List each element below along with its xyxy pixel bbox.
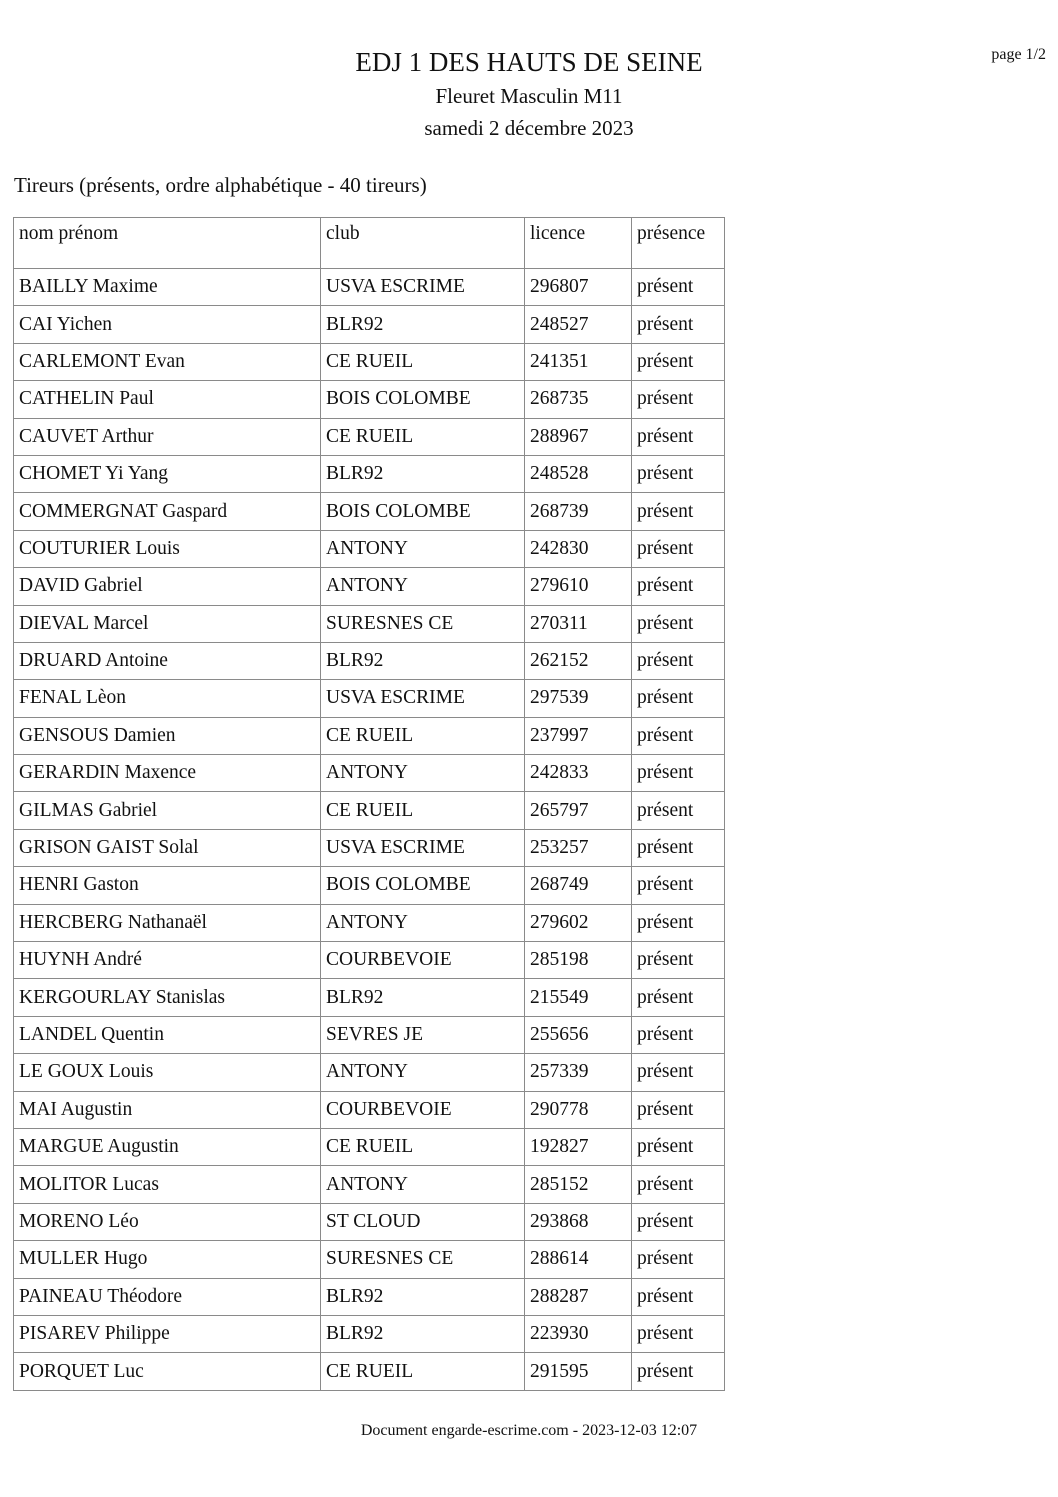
cell-name: CARLEMONT Evan [14,343,321,380]
column-header-club: club [321,218,525,269]
table-row [14,568,725,605]
table-row [14,792,725,829]
cell-club: ANTONY [321,1166,525,1203]
table-row [14,418,725,455]
cell-club: COURBEVOIE [321,1091,525,1128]
cell-club: SURESNES CE [321,1241,525,1278]
cell-name: GRISON GAIST Solal [14,829,321,866]
table-row [14,1278,725,1315]
cell-licence: 257339 [525,1054,632,1091]
cell-licence: 268749 [525,867,632,904]
cell-licence: 279610 [525,568,632,605]
cell-name: GERARDIN Maxence [14,755,321,792]
table-row [14,1203,725,1240]
table-row [14,680,725,717]
table-row [14,269,725,306]
cell-licence: 265797 [525,792,632,829]
cell-name: CAI Yichen [14,306,321,343]
cell-club: USVA ESCRIME [321,269,525,306]
cell-name: DAVID Gabriel [14,568,321,605]
cell-name: MARGUE Augustin [14,1128,321,1165]
cell-licence: 215549 [525,979,632,1016]
cell-presence: présent [632,755,725,792]
cell-presence: présent [632,979,725,1016]
cell-club: CE RUEIL [321,717,525,754]
document-header [0,44,1058,144]
cell-club: ANTONY [321,904,525,941]
fencers-table [13,217,725,1391]
cell-name: COUTURIER Louis [14,530,321,567]
cell-presence: présent [632,1315,725,1352]
table-row [14,717,725,754]
table-row [14,1241,725,1278]
cell-licence: 279602 [525,904,632,941]
cell-club: COURBEVOIE [321,942,525,979]
cell-presence: présent [632,269,725,306]
table-row [14,605,725,642]
cell-presence: présent [632,343,725,380]
cell-presence: présent [632,1278,725,1315]
cell-presence: présent [632,493,725,530]
cell-name: MAI Augustin [14,1091,321,1128]
cell-club: BLR92 [321,979,525,1016]
cell-club: ANTONY [321,530,525,567]
cell-name: LE GOUX Louis [14,1054,321,1091]
cell-club: USVA ESCRIME [321,680,525,717]
cell-name: GENSOUS Damien [14,717,321,754]
cell-club: SEVRES JE [321,1016,525,1053]
cell-licence: 242833 [525,755,632,792]
cell-licence: 241351 [525,343,632,380]
table-row [14,1016,725,1053]
cell-licence: 237997 [525,717,632,754]
cell-club: ST CLOUD [321,1203,525,1240]
cell-licence: 293868 [525,1203,632,1240]
cell-presence: présent [632,904,725,941]
cell-presence: présent [632,1016,725,1053]
cell-club: SURESNES CE [321,605,525,642]
cell-presence: présent [632,792,725,829]
table-row [14,306,725,343]
table-row [14,381,725,418]
cell-name: PISAREV Philippe [14,1315,321,1352]
table-row [14,1166,725,1203]
page-number: page 1/2 [991,46,1046,63]
cell-presence: présent [632,942,725,979]
cell-club: BOIS COLOMBE [321,493,525,530]
cell-licence: 255656 [525,1016,632,1053]
cell-licence: 297539 [525,680,632,717]
cell-presence: présent [632,1166,725,1203]
cell-name: LANDEL Quentin [14,1016,321,1053]
cell-licence: 288967 [525,418,632,455]
cell-licence: 242830 [525,530,632,567]
cell-presence: présent [632,455,725,492]
cell-licence: 285152 [525,1166,632,1203]
cell-name: MULLER Hugo [14,1241,321,1278]
cell-name: HERCBERG Nathanaël [14,904,321,941]
cell-club: BOIS COLOMBE [321,381,525,418]
table-row [14,1054,725,1091]
cell-name: PAINEAU Théodore [14,1278,321,1315]
table-row [14,530,725,567]
cell-club: CE RUEIL [321,1128,525,1165]
table-row [14,867,725,904]
table-row [14,1315,725,1352]
cell-licence: 270311 [525,605,632,642]
table-row [14,904,725,941]
table-row [14,829,725,866]
cell-club: BLR92 [321,306,525,343]
cell-club: BLR92 [321,1315,525,1352]
cell-name: HUYNH André [14,942,321,979]
cell-name: CHOMET Yi Yang [14,455,321,492]
cell-name: MOLITOR Lucas [14,1166,321,1203]
cell-club: BLR92 [321,642,525,679]
table-row [14,979,725,1016]
cell-presence: présent [632,1091,725,1128]
cell-name: COMMERGNAT Gaspard [14,493,321,530]
cell-name: CAUVET Arthur [14,418,321,455]
cell-presence: présent [632,717,725,754]
table-row [14,493,725,530]
cell-club: BLR92 [321,1278,525,1315]
competition-title: EDJ 1 DES HAUTS DE SEINE [355,47,703,77]
cell-club: BLR92 [321,455,525,492]
cell-club: USVA ESCRIME [321,829,525,866]
competition-category: Fleuret Masculin M11 [435,84,623,108]
table-row [14,1353,725,1390]
cell-name: BAILLY Maxime [14,269,321,306]
cell-club: BOIS COLOMBE [321,867,525,904]
cell-name: MORENO Léo [14,1203,321,1240]
cell-licence: 248527 [525,306,632,343]
cell-club: CE RUEIL [321,343,525,380]
cell-name: PORQUET Luc [14,1353,321,1390]
table-row [14,455,725,492]
cell-name: KERGOURLAY Stanislas [14,979,321,1016]
cell-presence: présent [632,867,725,904]
cell-club: ANTONY [321,1054,525,1091]
cell-name: CATHELIN Paul [14,381,321,418]
cell-name: FENAL Lèon [14,680,321,717]
cell-licence: 288287 [525,1278,632,1315]
cell-club: CE RUEIL [321,1353,525,1390]
table-row [14,755,725,792]
table-row [14,642,725,679]
cell-name: DRUARD Antoine [14,642,321,679]
cell-licence: 262152 [525,642,632,679]
column-header-licence: licence [525,218,632,269]
table-header-row [14,218,725,269]
column-header-name: nom prénom [14,218,321,269]
cell-presence: présent [632,1241,725,1278]
table-row [14,942,725,979]
cell-presence: présent [632,642,725,679]
cell-presence: présent [632,1054,725,1091]
column-header-presence: présence [632,218,725,269]
cell-licence: 268735 [525,381,632,418]
cell-licence: 285198 [525,942,632,979]
cell-name: GILMAS Gabriel [14,792,321,829]
cell-club: ANTONY [321,568,525,605]
cell-licence: 192827 [525,1128,632,1165]
cell-presence: présent [632,1203,725,1240]
cell-presence: présent [632,306,725,343]
cell-presence: présent [632,381,725,418]
section-title: Tireurs (présents, ordre alphabétique - 40 tireurs) [14,173,427,197]
table-row [14,1128,725,1165]
cell-licence: 253257 [525,829,632,866]
cell-presence: présent [632,530,725,567]
cell-presence: présent [632,1128,725,1165]
cell-licence: 288614 [525,1241,632,1278]
table-row [14,1091,725,1128]
document-footer: Document engarde-escrime.com - 2023-12-03 12:07 [360,1422,698,1439]
cell-licence: 248528 [525,455,632,492]
cell-presence: présent [632,418,725,455]
table-body [14,269,725,1391]
cell-presence: présent [632,1353,725,1390]
cell-name: DIEVAL Marcel [14,605,321,642]
cell-club: CE RUEIL [321,418,525,455]
cell-licence: 268739 [525,493,632,530]
table-row [14,343,725,380]
cell-presence: présent [632,605,725,642]
cell-presence: présent [632,829,725,866]
cell-licence: 291595 [525,1353,632,1390]
cell-presence: présent [632,680,725,717]
cell-club: ANTONY [321,755,525,792]
cell-licence: 290778 [525,1091,632,1128]
cell-presence: présent [632,568,725,605]
cell-licence: 223930 [525,1315,632,1352]
cell-licence: 296807 [525,269,632,306]
cell-club: CE RUEIL [321,792,525,829]
cell-name: HENRI Gaston [14,867,321,904]
competition-date: samedi 2 décembre 2023 [424,116,634,140]
